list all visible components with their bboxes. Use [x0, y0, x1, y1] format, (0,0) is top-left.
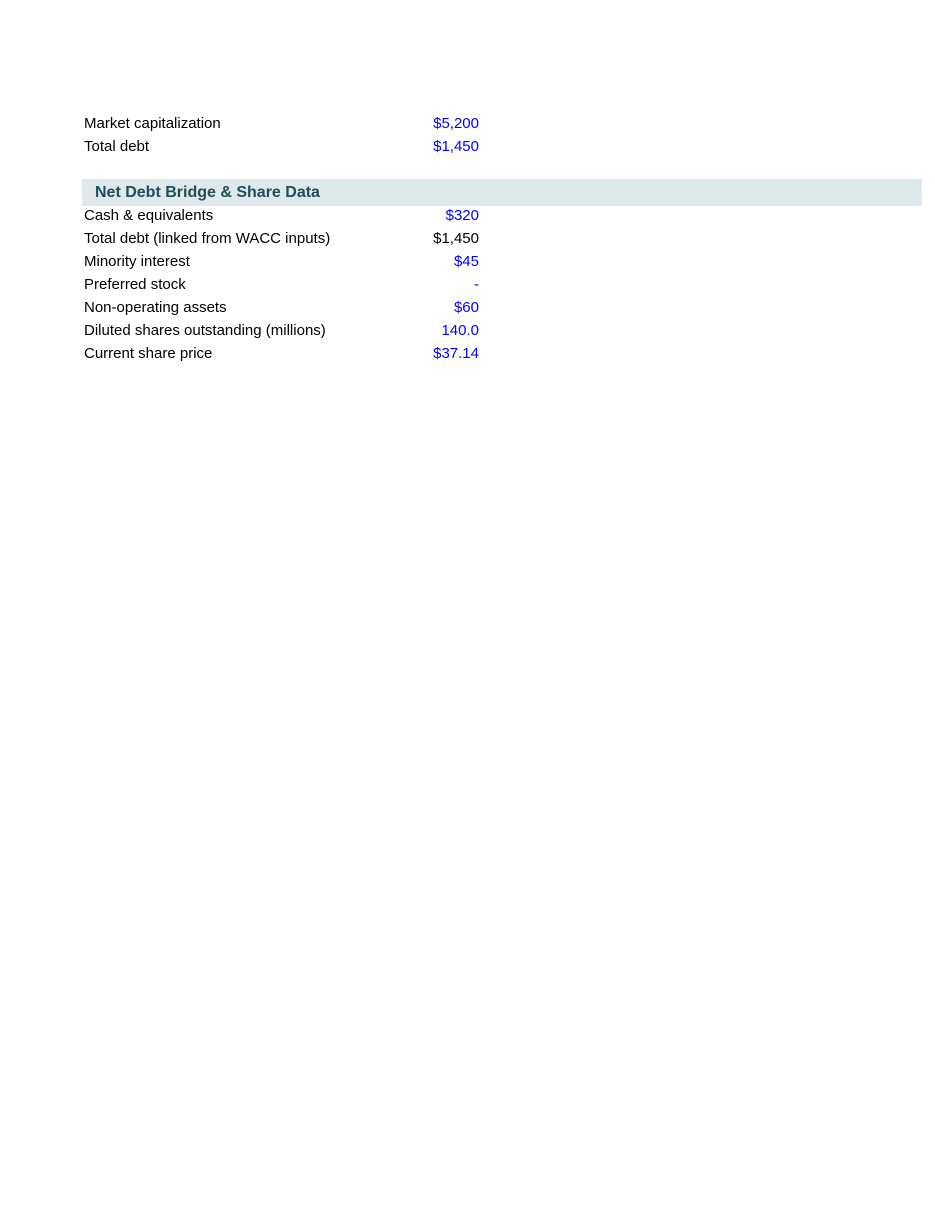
- row-preferred-stock[interactable]: [82, 273, 922, 296]
- row-value[interactable]: 140.0: [441, 322, 479, 339]
- blank-row: [82, 158, 922, 179]
- row-label: Total debt: [84, 138, 150, 155]
- row-value[interactable]: $5,200: [433, 115, 479, 132]
- section-header-net-debt-bridge: Net Debt Bridge & Share Data: [82, 179, 922, 206]
- row-minority-interest[interactable]: [82, 250, 922, 273]
- row-value[interactable]: $60: [453, 299, 479, 316]
- row-total-debt-linked[interactable]: [82, 227, 922, 250]
- row-value[interactable]: $320: [445, 207, 479, 224]
- row-value[interactable]: -: [474, 276, 479, 293]
- spreadsheet-sheet: [82, 112, 922, 365]
- row-label: Minority interest: [84, 253, 190, 270]
- row-total-debt[interactable]: [82, 135, 922, 158]
- row-label: Preferred stock: [84, 276, 186, 293]
- row-non-operating-assets[interactable]: [82, 296, 922, 319]
- row-label: Total debt (linked from WACC inputs): [84, 230, 331, 247]
- row-label: Cash & equivalents: [84, 207, 214, 224]
- row-label: Current share price: [84, 345, 213, 362]
- row-current-share-price[interactable]: [82, 342, 922, 365]
- row-value[interactable]: $1,450: [433, 230, 479, 247]
- row-cash-equivalents[interactable]: [82, 204, 922, 227]
- row-value[interactable]: $1,450: [433, 138, 479, 155]
- row-value[interactable]: $37.14: [433, 345, 479, 362]
- row-label: Market capitalization: [84, 115, 221, 132]
- row-diluted-shares[interactable]: [82, 319, 922, 342]
- row-market-capitalization[interactable]: [82, 112, 922, 135]
- row-label: Diluted shares outstanding (millions): [84, 322, 326, 339]
- row-value[interactable]: $45: [453, 253, 479, 270]
- row-label: Non-operating assets: [84, 299, 227, 316]
